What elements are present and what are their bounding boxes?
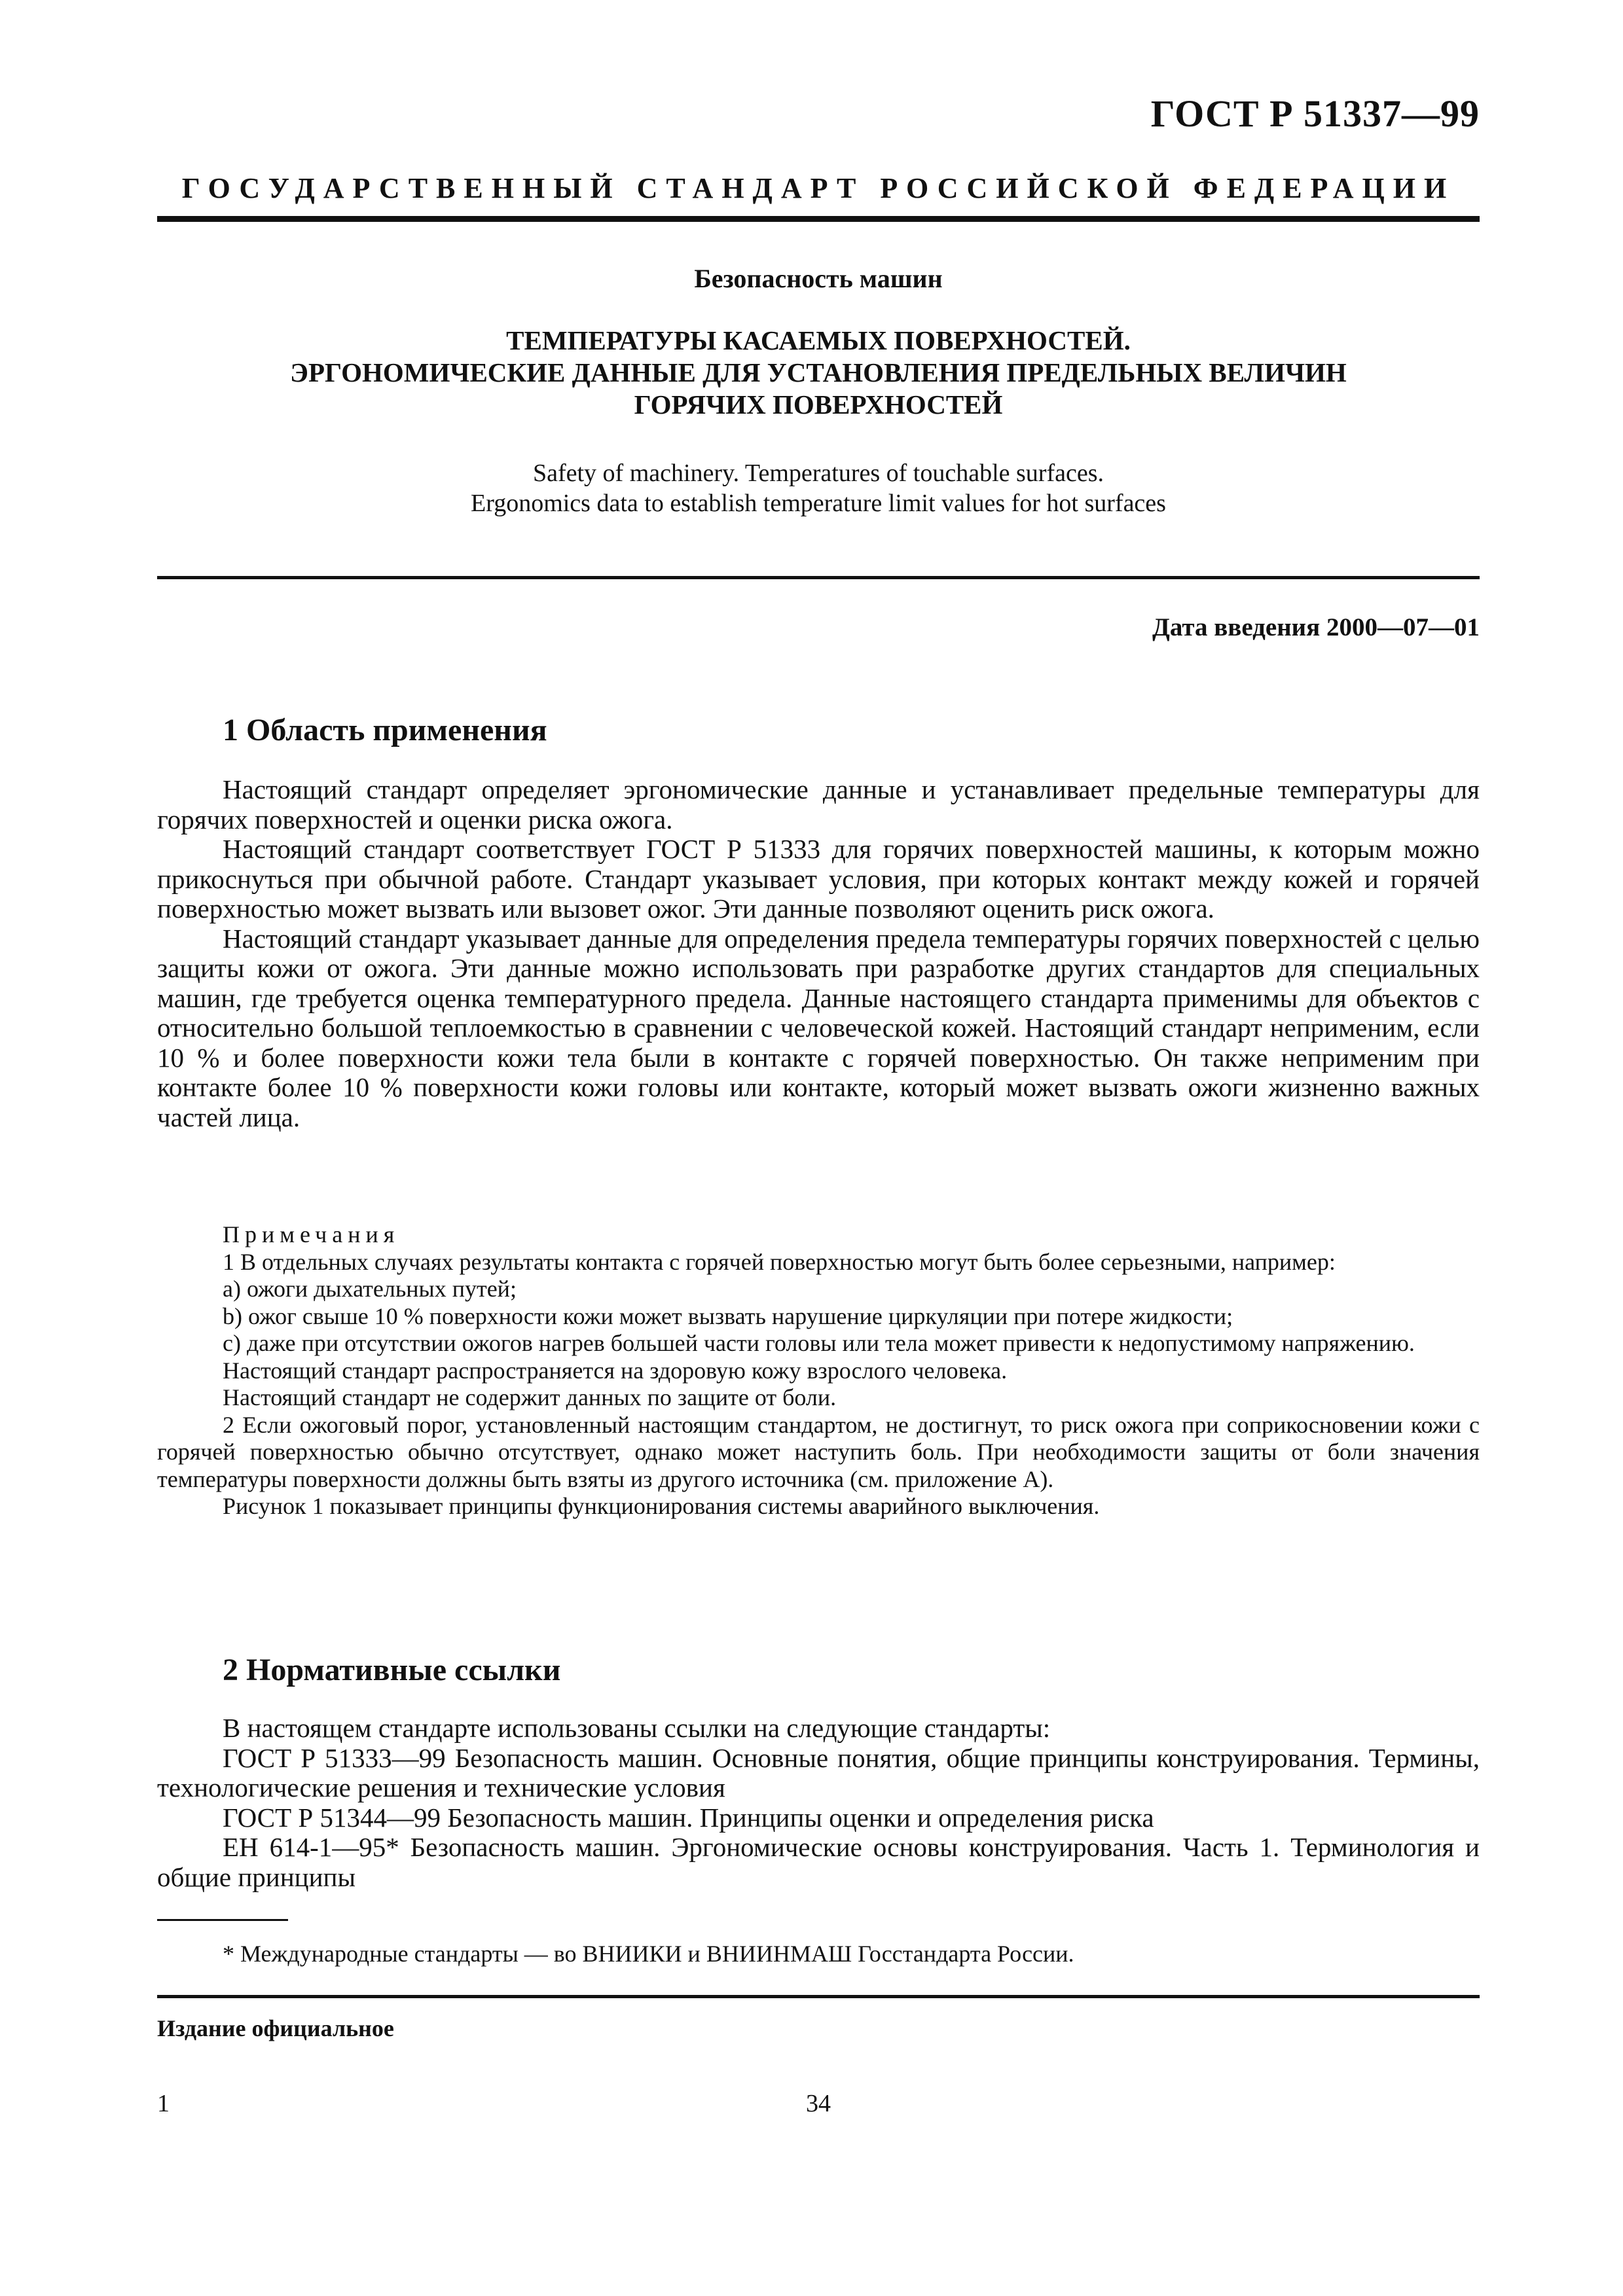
footnote: * Международные стандарты — во ВНИИКИ и ВНИИНМАШ Госстандарта России. bbox=[223, 1941, 1074, 1967]
section-1-notes bbox=[157, 1221, 1480, 1520]
doc-code: ГОСТ Р 51337—99 bbox=[1150, 92, 1480, 135]
title-rule bbox=[157, 576, 1480, 579]
note-line: Настоящий стандарт не содержит данных по защите от боли. bbox=[223, 1384, 837, 1410]
notes-heading: Примечания bbox=[223, 1221, 400, 1247]
state-standard-banner: ГОСУДАРСТВЕННЫЙ СТАНДАРТ РОССИЙСКОЙ ФЕДЕРАЦИИ bbox=[181, 172, 1455, 204]
note-line: Настоящий стандарт распространяется на здоровую кожу взрослого человека. bbox=[223, 1357, 1008, 1384]
footnote-rule bbox=[157, 1919, 288, 1921]
page-number-left: 1 bbox=[157, 2090, 170, 2117]
paragraph: ГОСТ Р 51333—99 Безопасность машин. Основные понятия, общие принципы конструирования. Термины, технологические решения и технические условия bbox=[157, 1742, 1480, 1803]
page-number: 34 bbox=[806, 2090, 831, 2117]
paragraph: Настоящий стандарт указывает данные для определения предела температуры горячих поверхностей с целью защиты кожи от ожога. Эти данные можно использовать при разработке других стандартов для специальных машин, где требуется оценка температурного предела. Данные настоящего стандарта применимы для объектов с относительно большой теплоемкостью в сравнении с человеческой кожей. Настоящий стандарт неприменим, если 10 % и более поверхности кожи тела были в контакте с горячей поверхностью. Он также неприменим при контакте более 10 % поверхности кожи головы или контакте, который может вызвать ожоги жизненно важных частей лица. bbox=[157, 923, 1480, 1132]
english-title bbox=[157, 458, 1480, 518]
intro-date: Дата введения 2000—07—01 bbox=[1152, 613, 1480, 641]
header-rule bbox=[157, 216, 1480, 222]
note-line: a) ожоги дыхательных путей; bbox=[223, 1276, 517, 1302]
paragraph: В настоящем стандарте использованы ссылки на следующие стандарты: bbox=[223, 1713, 1051, 1743]
paragraph: Настоящий стандарт определяет эргономические данные и устанавливает предельные температуры для горячих поверхностей и оценки риска ожога. bbox=[157, 774, 1480, 834]
section-1-body bbox=[157, 775, 1480, 1132]
document-page bbox=[157, 0, 1480, 2296]
paragraph: Настоящий стандарт соответствует ГОСТ Р 51333 для горячих поверхностей машины, к которым можно прикоснуться при обычной работе. Стандарт указывает условия, при которых контакт между кожей и горячей поверхностью может вызвать или вызовет ожог. Эти данные позволяют оценить риск ожога. bbox=[157, 834, 1480, 924]
section-2-heading: 2 Нормативные ссылки bbox=[223, 1653, 561, 1687]
section-1-heading: 1 Область применения bbox=[223, 713, 547, 747]
title-line: ЭРГОНОМИЧЕСКИЕ ДАННЫЕ ДЛЯ УСТАНОВЛЕНИЯ ПРЕДЕЛЬНЫХ ВЕЛИЧИН bbox=[290, 357, 1347, 387]
english-title-line: Safety of machinery. Temperatures of touchable surfaces. bbox=[532, 459, 1104, 487]
paragraph: ГОСТ Р 51344—99 Безопасность машин. Принципы оценки и определения риска bbox=[223, 1802, 1154, 1833]
note-line: c) даже при отсутствии ожогов нагрев большей части головы или тела может привести к недопустимому напряжению. bbox=[223, 1330, 1415, 1356]
note-line: 1 В отдельных случаях результаты контакта с горячей поверхностью могут быть более серьезными, например: bbox=[223, 1248, 1336, 1275]
section-2-body bbox=[157, 1713, 1480, 1892]
title-line: ТЕМПЕРАТУРЫ КАСАЕМЫХ ПОВЕРХНОСТЕЙ. bbox=[506, 325, 1131, 355]
note-line: b) ожог свыше 10 % поверхности кожи может вызвать нарушение циркуляции при потере жидкости; bbox=[223, 1302, 1233, 1329]
title-line: ГОРЯЧИХ ПОВЕРХНОСТЕЙ bbox=[634, 389, 1003, 420]
document-title bbox=[157, 325, 1480, 421]
english-title-line: Ergonomics data to establish temperature limit values for hot surfaces bbox=[471, 490, 1166, 517]
footer-rule bbox=[157, 1995, 1480, 1998]
note-line: Рисунок 1 показывает принципы функционирования системы аварийного выключения. bbox=[223, 1493, 1100, 1519]
note-line: 2 Если ожоговый порог, установленный настоящим стандартом, не достигнут, то риск ожога при соприкосновении кожи с горячей поверхностью обычно отсутствует, однако может наступить боль. При необходимости защиты от боли значения температуры поверхности должны быть взяты из другого источника (см. приложение А). bbox=[157, 1411, 1480, 1492]
subject-line: Безопасность машин bbox=[694, 264, 943, 293]
edition-label: Издание официальное bbox=[157, 2015, 394, 2041]
paragraph: ЕН 614-1—95* Безопасность машин. Эргономические основы конструирования. Часть 1. Терминология и общие принципы bbox=[157, 1832, 1480, 1892]
